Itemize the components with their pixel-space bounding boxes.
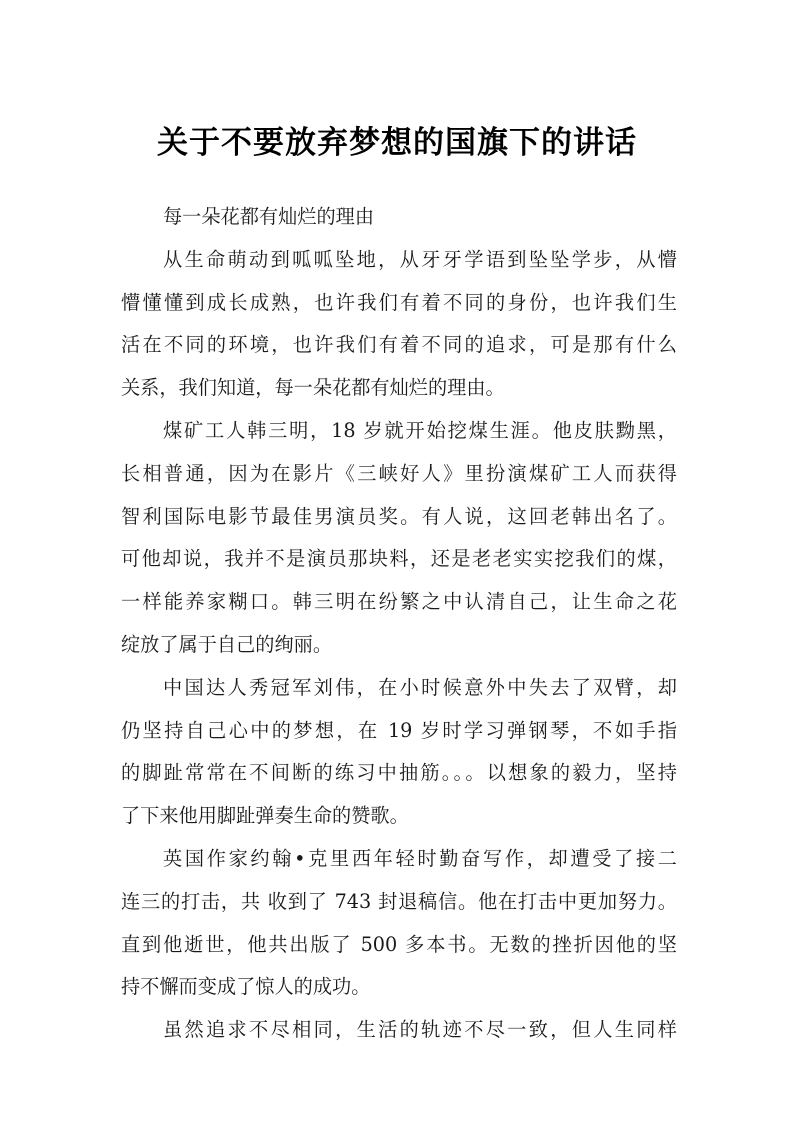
paragraph-line: 可他却说，我并不是演员那块料，还是老老实实挖我们的煤， bbox=[121, 547, 677, 571]
paragraph-line: 长相普通，因为在影片《三峡好人》里扮演煤矿工人而获得 bbox=[121, 461, 677, 485]
paragraph-line: 的脚趾常常在不间断的练习中抽筋。。。以想象的毅力，坚持 bbox=[121, 761, 677, 785]
document-body bbox=[121, 196, 677, 1052]
paragraph-line: 连三的打击，共 收到了 743 封退稿信。他在打击中更加努力。 bbox=[121, 889, 677, 913]
paragraph-line: 中国达人秀冠军刘伟，在小时候意外中失去了双臂，却 bbox=[163, 675, 677, 699]
paragraph-line: 仍坚持自己心中的梦想，在 19 岁时学习弹钢琴，不如手指 bbox=[121, 718, 677, 742]
paragraph-line: 煤矿工人韩三明，18 岁就开始挖煤生涯。他皮肤黝黑， bbox=[163, 418, 677, 442]
paragraph-subtitle: 每一朵花都有灿烂的理由 bbox=[163, 205, 375, 228]
paragraph-line: 绽放了属于自己的绚丽。 bbox=[121, 632, 333, 656]
paragraph-line: 虽然追求不尽相同，生活的轨迹不尽一致，但人生同样 bbox=[163, 1018, 677, 1042]
paragraph-line: 了下来他用脚趾弹奏生命的赞歌。 bbox=[121, 804, 409, 828]
paragraph-line: 从生命萌动到呱呱坠地，从牙牙学语到坠坠学步，从懵 bbox=[163, 247, 677, 271]
paragraph-line: 关系，我们知道，每一朵花都有灿烂的理由。 bbox=[121, 376, 505, 400]
paragraph-line: 一样能养家糊口。韩三明在纷繁之中认清自己，让生命之花 bbox=[121, 590, 677, 614]
document-title: 关于不要放弃梦想的国旗下的讲话 bbox=[157, 124, 637, 161]
paragraph-line: 懵懂懂到成长成熟，也许我们有着不同的身份，也许我们生 bbox=[121, 290, 677, 314]
paragraph-line: 持不懈而变成了惊人的成功。 bbox=[121, 975, 371, 999]
paragraph-line: 直到他逝世，他共出版了 500 多本书。无数的挫折因他的坚 bbox=[121, 932, 677, 956]
paragraph-line: 英国作家约翰•克里西年轻时勤奋写作，却遭受了接二 bbox=[163, 846, 677, 870]
paragraph-line: 活在不同的环境，也许我们有着不同的追求，可是那有什么 bbox=[121, 333, 677, 357]
paragraph-line: 智利国际电影节最佳男演员奖。有人说，这回老韩出名了。 bbox=[121, 504, 677, 528]
